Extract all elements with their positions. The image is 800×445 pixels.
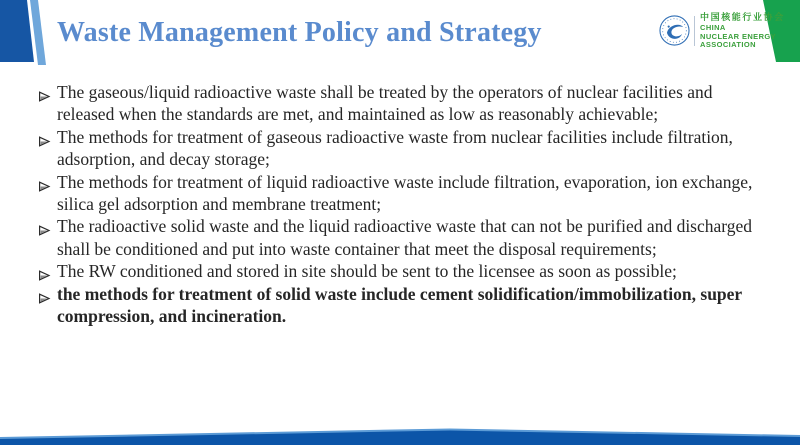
logo-divider bbox=[694, 16, 695, 46]
bullet-text: The gaseous/liquid radioactive waste shall be treated by the operators of nuclear facilities and released when the standards are met, and maintained as low as reasonably achievable; bbox=[57, 82, 713, 125]
top-left-dark-blue-shape bbox=[0, 0, 34, 62]
bullet-item bbox=[38, 283, 773, 328]
bullet-text: The methods for treatment of liquid radioactive waste include filtration, evaporation, ion exchange, silica gel adsorption and membrane treatment; bbox=[57, 171, 753, 215]
bullet-list bbox=[38, 81, 773, 327]
logo-english-line3: ASSOCIATION bbox=[700, 40, 756, 50]
arrow-bullet-icon bbox=[38, 131, 51, 144]
logo-english-line2: NUCLEAR ENERGY bbox=[700, 31, 777, 41]
bullet-item bbox=[38, 81, 773, 126]
arrow-bullet-icon bbox=[38, 176, 51, 189]
cnea-logo bbox=[659, 12, 785, 50]
logo-english-line1: CHINA bbox=[700, 23, 726, 32]
logo-text bbox=[700, 12, 785, 50]
arrow-bullet-icon bbox=[38, 288, 51, 301]
bullet-item bbox=[38, 260, 773, 282]
arrow-bullet-icon bbox=[38, 220, 51, 233]
bullet-item bbox=[38, 215, 773, 260]
cnea-emblem-icon bbox=[659, 15, 690, 46]
arrow-bullet-icon bbox=[38, 86, 51, 99]
page-title: Waste Management Policy and Strategy bbox=[57, 17, 542, 48]
bullet-text: The methods for treatment of gaseous radioactive waste from nuclear facilities include filtration, adsorption, and decay storage; bbox=[57, 126, 733, 170]
bullet-text: the methods for treatment of solid waste include cement solidification/immobilization, super compression, and incineration. bbox=[57, 283, 742, 327]
bottom-wave-band bbox=[0, 425, 800, 445]
bullet-item bbox=[38, 171, 773, 216]
bottom-wave-dark-band bbox=[0, 431, 800, 445]
logo-chinese-name: 中国核能行业协会 bbox=[700, 12, 785, 22]
bullet-item bbox=[38, 126, 773, 171]
bullet-text: The radioactive solid waste and the liquid radioactive waste that can not be purified and discharged shall be conditioned and put into waste container that meet the disposal requirements; bbox=[57, 216, 753, 259]
arrow-bullet-icon bbox=[38, 265, 51, 278]
bullet-text: The RW conditioned and stored in site should be sent to the licensee as soon as possible; bbox=[57, 261, 677, 282]
